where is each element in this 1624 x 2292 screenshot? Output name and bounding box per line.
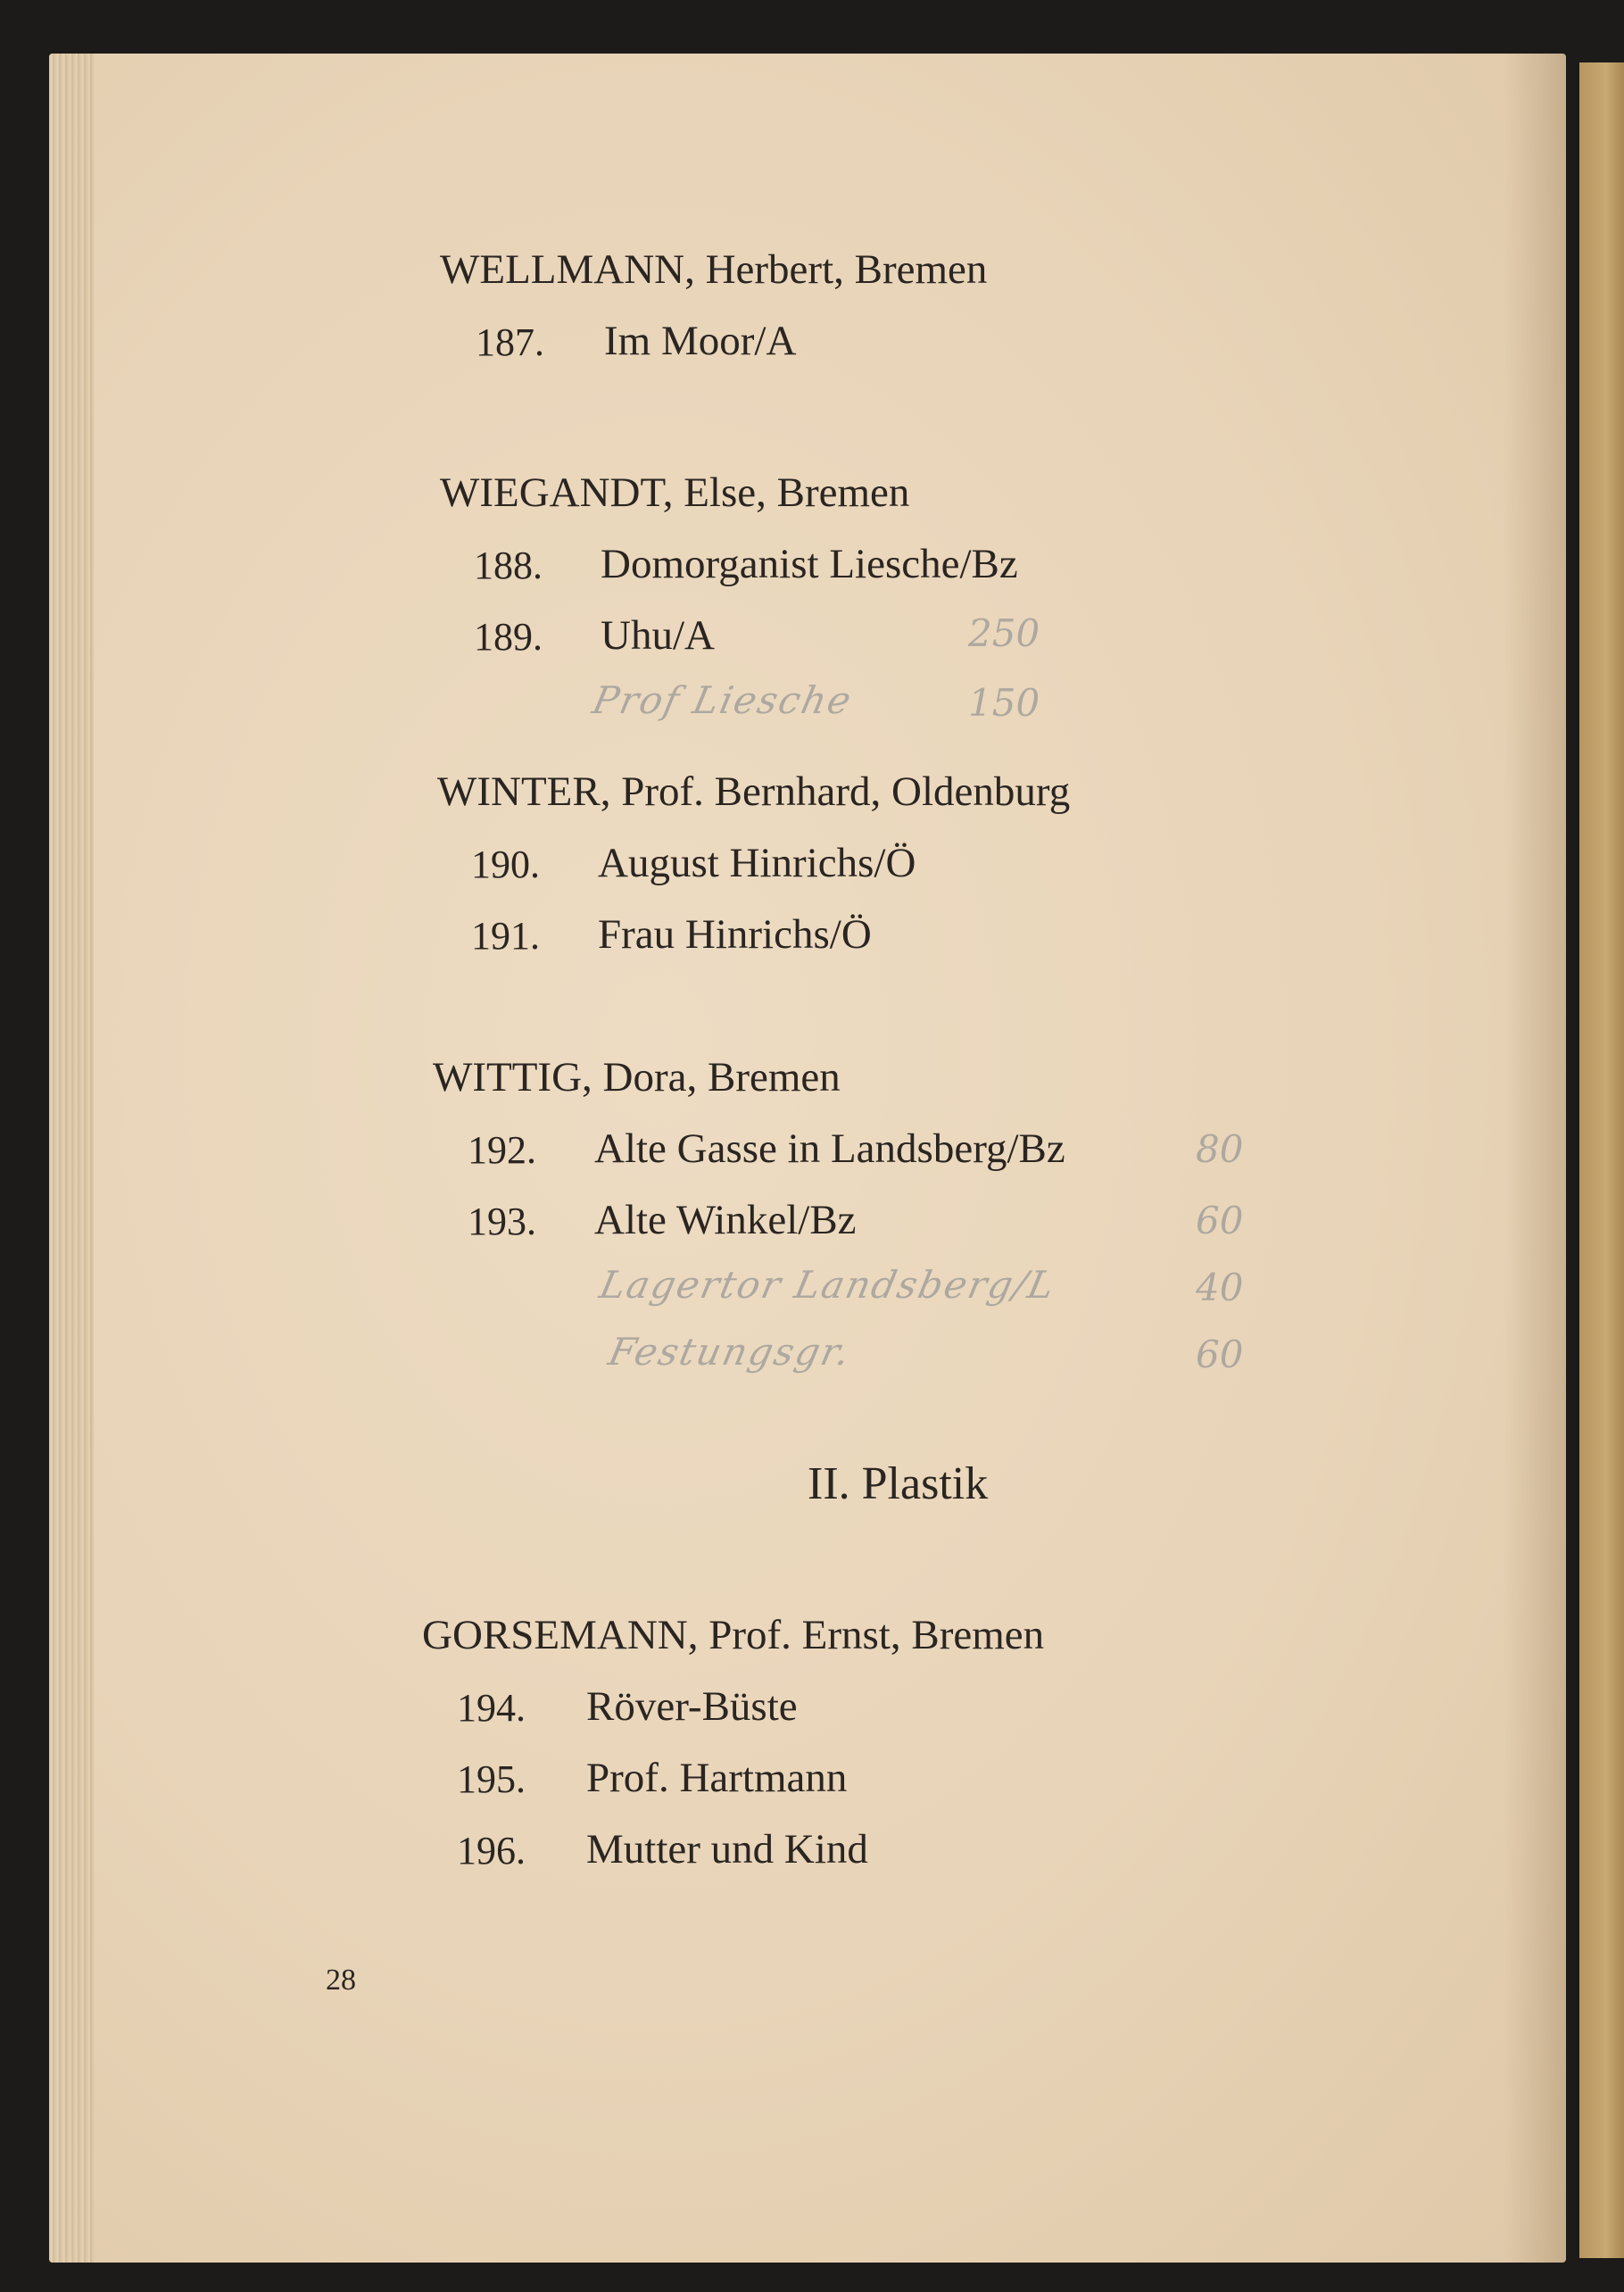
work-title: Frau Hinrichs/Ö bbox=[598, 911, 872, 958]
work-title: Prof. Hartmann bbox=[586, 1755, 848, 1801]
facing-page-edge bbox=[1579, 62, 1624, 2258]
section-heading: II. Plastik bbox=[808, 1458, 989, 1509]
work-title: Alte Gasse in Landsberg/Bz bbox=[594, 1125, 1065, 1172]
work-title: Röver-Büste bbox=[586, 1683, 798, 1730]
catalog-number: 190. bbox=[471, 843, 540, 886]
catalog-number: 193. bbox=[468, 1200, 536, 1243]
handwritten-price: 60 bbox=[1196, 1333, 1244, 1376]
page-stack-edges bbox=[49, 54, 94, 2263]
handwritten-note: Lagertor Landsberg/L bbox=[595, 1263, 1060, 1307]
catalog-number: 187. bbox=[476, 320, 544, 364]
artist-heading: WINTER, Prof. Bernhard, Oldenburg bbox=[437, 768, 1071, 815]
handwritten-price: 60 bbox=[1196, 1199, 1244, 1242]
page-number: 28 bbox=[326, 1964, 356, 1997]
catalog-number: 196. bbox=[457, 1829, 526, 1873]
catalog-page bbox=[49, 54, 1566, 2263]
artist-heading: WELLMANN, Herbert, Bremen bbox=[440, 246, 988, 293]
work-title: Im Moor/A bbox=[604, 318, 797, 364]
catalog-number: 188. bbox=[474, 544, 543, 587]
handwritten-price: 250 bbox=[968, 611, 1040, 655]
handwritten-price: 40 bbox=[1196, 1266, 1244, 1309]
handwritten-note: Festungsgr. bbox=[604, 1330, 856, 1374]
artist-heading: WIEGANDT, Else, Bremen bbox=[440, 469, 910, 516]
catalog-number: 194. bbox=[457, 1686, 526, 1730]
catalog-number: 195. bbox=[457, 1757, 526, 1801]
binding-gutter bbox=[1504, 54, 1566, 2263]
catalog-number: 189. bbox=[474, 615, 543, 659]
catalog-number: 192. bbox=[468, 1128, 536, 1172]
artist-heading: WITTIG, Dora, Bremen bbox=[433, 1054, 841, 1100]
handwritten-price: 150 bbox=[968, 681, 1040, 725]
work-title: Domorganist Liesche/Bz bbox=[601, 541, 1018, 587]
artist-heading: GORSEMANN, Prof. Ernst, Bremen bbox=[422, 1612, 1045, 1658]
catalog-number: 191. bbox=[471, 914, 540, 958]
work-title: Uhu/A bbox=[601, 612, 715, 659]
work-title: Mutter und Kind bbox=[586, 1826, 868, 1873]
work-title: August Hinrichs/Ö bbox=[598, 840, 916, 886]
handwritten-note: Prof Liesche bbox=[588, 678, 857, 722]
work-title: Alte Winkel/Bz bbox=[594, 1197, 857, 1243]
handwritten-price: 80 bbox=[1196, 1127, 1244, 1171]
